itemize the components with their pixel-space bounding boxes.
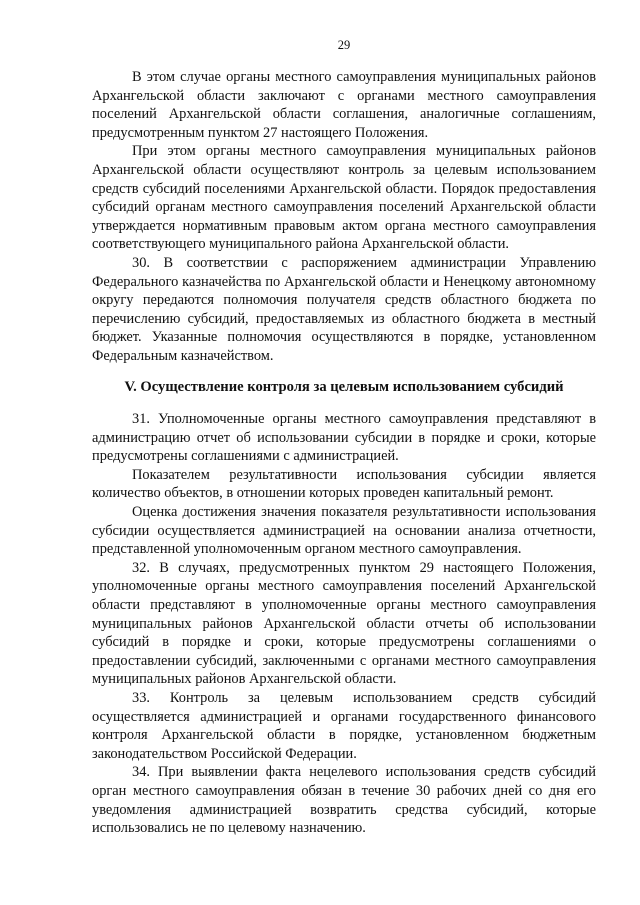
section-heading: V. Осуществление контроля за целевым использованием субсидий (124, 378, 564, 395)
paragraph-item-34: 34. При выявлении факта нецелевого использования средств субсидий орган местного самоуправления обязан в течение 30 рабочих дней со дня его уведомления администрацией возвратить средства субсидий, которые использовались не по целевому назначению. (92, 764, 596, 837)
paragraph-item-33: 33. Контроль за целевым использованием средств субсидий осуществляется администрацией и органами государственного финансового контроля Архангельской области в порядке, установленном бюджетным законодательством Российской Федерации. (92, 690, 596, 762)
paragraph-performance-indicator: Показателем результативности использования субсидии является количество объектов, в отношении которых проведен капитальный ремонт. (92, 466, 596, 502)
paragraph-item-30: 30. В соответствии с распоряжением администрации Управлению Федерального казначейства по Архангельской области и Ненецкому автономному округу передаются полномочия получателя средств областного бюджета по перечислению субсидий, предоставляемых из областного бюджета в местный бюджет. Указанные полномочия осуществляются в порядке, установленном Федеральным казначейством. (92, 254, 596, 364)
paragraph-item-31: 31. Уполномоченные органы местного самоуправления представляют в администрацию отчет об использовании субсидии в порядке и сроки, которые предусмотрены соглашениями с администрацией. (92, 411, 596, 465)
paragraph-agreements: В этом случае органы местного самоуправления муниципальных районов Архангельской области заключают с органами местного самоуправления поселений Архангельской области соглашения, аналогичные соглашениям, предусмотренным пунктом 27 настоящего Положения. (92, 69, 596, 141)
paragraph-item-32: 32. В случаях, предусмотренных пунктом 29 настоящего Положения, уполномоченные органы местного самоуправления поселений Архангельской области представляют в уполномоченные органы местного самоуправления муниципальных районов Архангельской области отчеты об использовании субсидий в порядке и сроки, которые предусмотрены соглашениями о предоставлении субсидий, заключенными с органами местного самоуправления муниципальных районов Архангельской области. (92, 559, 596, 688)
paragraph-control-procedure: При этом органы местного самоуправления муниципальных районов Архангельской области осуществляют контроль за целевым использованием средств субсидий поселениями Архангельской области. Порядок предоставления субсидий органам местного самоуправления поселений Архангельской области утверждается нормативным правовым актом органа местного самоуправления соответствующего муниципального района Архангельской области. (92, 143, 596, 253)
page-number: 29 (337, 38, 351, 52)
paragraph-indicator-assessment: Оценка достижения значения показателя результативности использования субсидии осуществляется администрацией на основании анализа отчетности, представленной уполномоченным органом местного самоуправления. (92, 504, 596, 558)
document-body (92, 68, 596, 838)
